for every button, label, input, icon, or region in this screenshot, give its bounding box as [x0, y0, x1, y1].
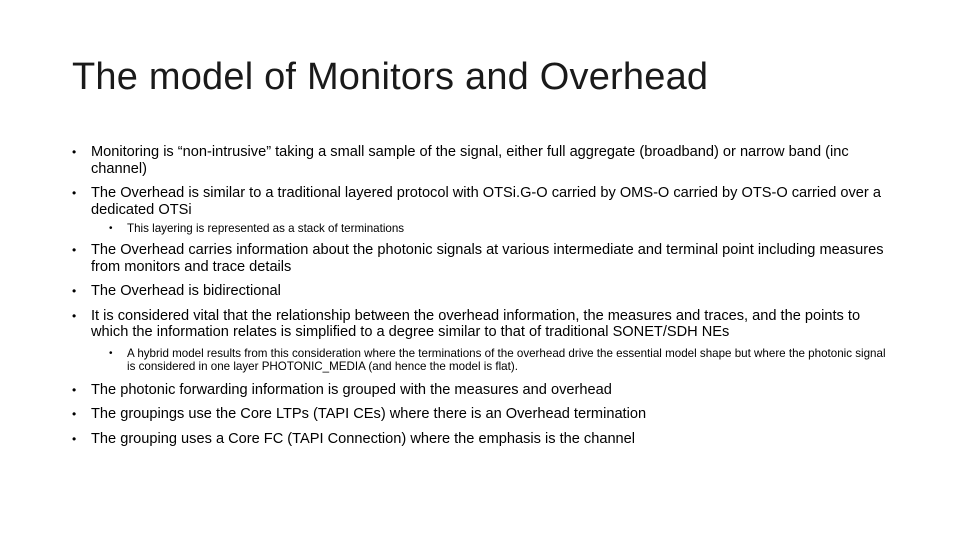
sub-bullet-text: This layering is represented as a stack of terminations	[127, 222, 405, 235]
bullet-groupings-ltps	[72, 406, 892, 423]
sub-bullet-stack	[72, 222, 892, 235]
bullet-dot: •	[72, 407, 77, 421]
bullet-dot: •	[72, 186, 77, 200]
bullet-forwarding-grouped	[72, 382, 892, 399]
bullet-overhead-layering	[72, 185, 892, 218]
bullet-dot: •	[72, 308, 77, 323]
bullet-text: The photonic forwarding information is grouped with the measures and overhead	[91, 381, 612, 398]
bullet-dot: •	[72, 243, 77, 257]
sub-bullet-dot: •	[109, 347, 113, 359]
bullet-vital-relationship	[72, 308, 892, 341]
bullet-text: The grouping uses a Core FC (TAPI Connection) where the emphasis is the channel	[91, 430, 636, 447]
bullet-text: The groupings use the Core LTPs (TAPI CEs) where there is an Overhead termination	[91, 406, 647, 422]
bullet-text: Monitoring is “non-intrusive” taking a small sample of the signal, either full aggregate (broadband) or narrow band (inc channel)	[91, 144, 849, 177]
sub-bullet-hybrid-model	[72, 347, 892, 373]
bullet-dot: •	[72, 382, 77, 397]
sub-bullet-text: A hybrid model results from this consideration where the terminations of the overhead drive the essential model shape but where the photonic signal is considered in one layer PHOTONIC_MEDIA (and hence the model is flat).	[127, 346, 886, 373]
bullet-dot: •	[72, 145, 77, 159]
bullet-text: The Overhead is bidirectional	[91, 283, 281, 299]
bullet-text: The Overhead is similar to a traditional layered protocol with OTSi.G-O carried by OMS-O carried by OTS-O carried over a dedicated OTSi	[91, 185, 881, 218]
page-title: The model of Monitors and Overhead	[72, 56, 709, 98]
bullet-grouping-fc	[72, 431, 892, 448]
bullet-overhead-carries	[72, 242, 892, 275]
slide-body	[72, 144, 892, 447]
sub-bullet-dot: •	[109, 223, 113, 234]
bullet-bidirectional	[72, 283, 892, 300]
bullet-text: The Overhead carries information about the photonic signals at various intermediate and terminal point including measures from monitors and trace details	[91, 242, 884, 275]
bullet-text: It is considered vital that the relationship between the overhead information, the measures and traces, and the points to which the information relates is simplified to a degree similar to that of traditional SONET/SDH NEs	[91, 307, 861, 340]
bullet-monitoring	[72, 144, 892, 177]
bullet-dot: •	[72, 431, 77, 446]
bullet-dot: •	[72, 284, 77, 298]
